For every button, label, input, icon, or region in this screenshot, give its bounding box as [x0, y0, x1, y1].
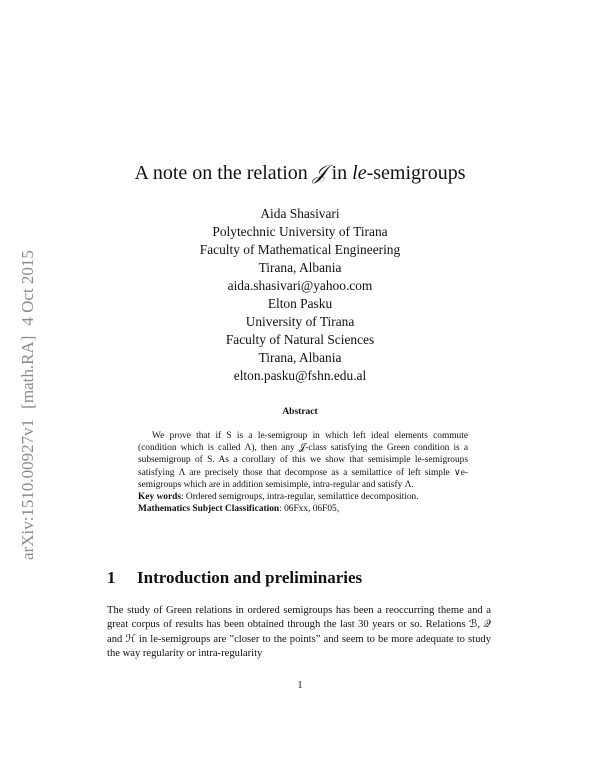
- author-faculty: Faculty of Natural Sciences: [225, 332, 375, 347]
- author-name: Elton Pasku: [267, 296, 333, 311]
- title-suffix: -semigroups: [366, 162, 466, 184]
- abstract-text: We prove that if S is a le-semigroup in which left ideal elements commute (condition which is called Λ), then any 𝒥-class satisfying the Green condition is a subsemigroup of S. As a corollary of this we show that semisimple le-semigroups satisfying Λ are precisely those that decompose as a semilattice of left simple ∨e-semigroups which are in addition semisimple, intra-regular and satisfy Λ.: [138, 431, 468, 490]
- msc-line: [138, 503, 468, 515]
- title-middle: in: [331, 162, 348, 184]
- author-location: Tirana, Albania: [258, 260, 342, 275]
- arxiv-category: [math.RA]: [18, 335, 37, 409]
- section-heading: [107, 568, 362, 588]
- author-affiliation: University of Tirana: [245, 314, 355, 329]
- paper-title: [0, 160, 600, 185]
- page-number: 1: [297, 680, 303, 691]
- msc-text: : 06Fxx, 06F05,: [279, 504, 340, 515]
- author-block: [0, 205, 600, 385]
- arxiv-date: 4 Oct 2015: [18, 250, 37, 326]
- keywords-text: : Ordered semigroups, intra-regular, semilattice decomposition.: [180, 492, 419, 503]
- msc-label: Mathematics Subject Classification: [138, 504, 280, 515]
- keywords-label: Key words: [138, 492, 181, 503]
- keywords-line: [138, 491, 468, 503]
- title-prefix: A note on the relation: [134, 162, 308, 184]
- author-email: elton.pasku@fshn.edu.al: [233, 368, 367, 383]
- abstract: [138, 430, 468, 515]
- section-number: 1: [107, 568, 116, 587]
- author-affiliation: Polytechnic University of Tirana: [212, 224, 388, 239]
- arxiv-id: arXiv:1510.00927v1: [18, 418, 37, 560]
- section-title: Introduction and preliminaries: [137, 568, 363, 587]
- body-paragraph: The study of Green relations in ordered semigroups has been a reoccurring theme and a great corpus of results has been obtained through the last 30 years or so. Relations ℬ, 𝒬 and ℋ in le-semigroups are ”closer to the points” and seem to be more adequate to study the way regularity or intra-regularity: [107, 605, 491, 660]
- abstract-heading: Abstract: [282, 407, 318, 417]
- author-faculty: Faculty of Mathematical Engineering: [199, 242, 401, 257]
- title-le: le: [352, 162, 367, 184]
- author-name: Aida Shasivari: [260, 206, 340, 221]
- author-email: aida.shasivari@yahoo.com: [227, 278, 373, 293]
- title-symbol: 𝒥: [312, 160, 327, 184]
- author-location: Tirana, Albania: [258, 350, 342, 365]
